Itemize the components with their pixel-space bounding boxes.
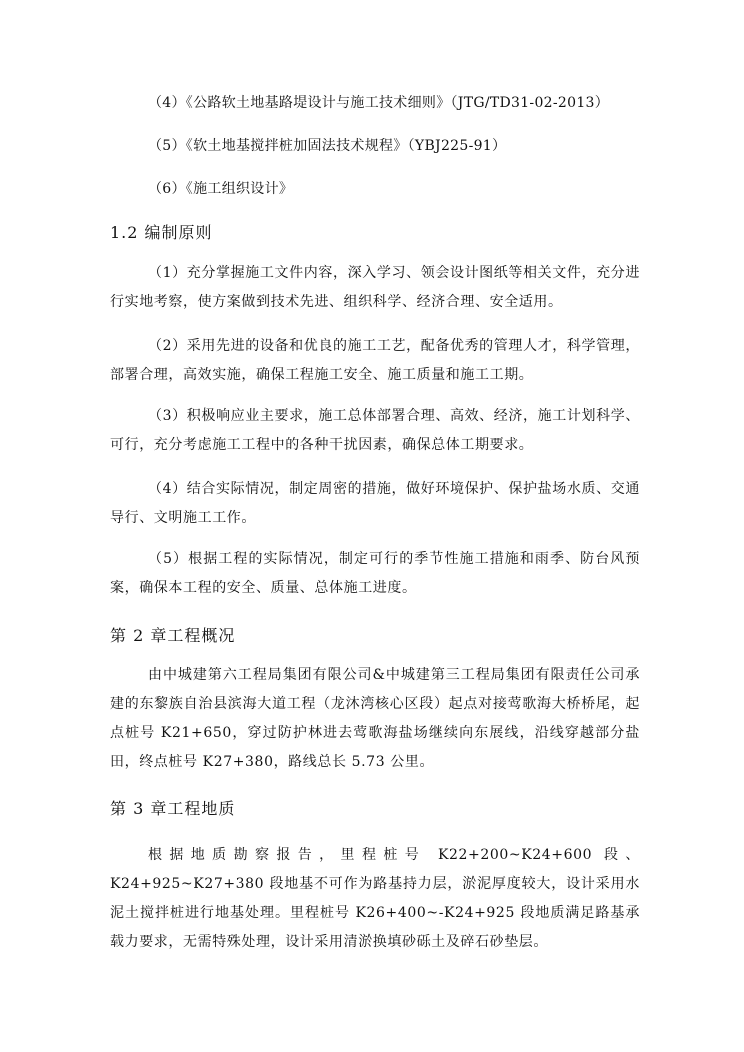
principle-paragraph-1: （1）充分掌握施工文件内容，深入学习、领会设计图纸等相关文件，充分进行实地考察，使方案做到技术先进、组织科学、经济合理、安全适用。 bbox=[110, 265, 640, 310]
chapter-3-heading: 第 3 章工程地质 bbox=[110, 799, 236, 818]
reference-item-6: （6）《施工组织设计》 bbox=[148, 181, 294, 197]
chapter-2-heading: 第 2 章工程概况 bbox=[110, 626, 236, 645]
principle-paragraph-2: （2）采用先进的设备和优良的施工工艺，配备优秀的管理人才，科学管理，部署合理，高效实施，确保工程施工安全、施工质量和施工工期。 bbox=[110, 338, 640, 383]
principle-paragraph-3: （3）积极响应业主要求，施工总体部署合理、高效、经济，施工计划科学、可行，充分考虑施工工程中的各种干扰因素，确保总体工期要求。 bbox=[110, 408, 640, 453]
principle-paragraph-5: （5）根据工程的实际情况，制定可行的季节性施工措施和雨季、防台风预案，确保本工程的安全、质量、总体施工进度。 bbox=[110, 551, 640, 596]
chapter-2-paragraph: 由中城建第六工程局集团有限公司&中城建第三工程局集团有限责任公司承建的东黎族自治县滨海大道工程（龙沐湾核心区段）起点对接莺歌海大桥桥尾，起点桩号 K21+650，穿过防护林进去莺歌海盐场继续向东展线，沿线穿越部分盐田，终点桩号 K27+380，路线总长 5.73 公里。 bbox=[110, 667, 640, 770]
reference-item-5: （5）《软土地基搅拌桩加固法技术规程》（YBJ225-91） bbox=[148, 138, 507, 154]
chapter-3-paragraph: 根据地质勘察报告，里程桩号 K22+200~K24+600 段、K24+925~K27+380 段地基不可作为路基持力层，淤泥厚度较大，设计采用水泥土搅拌桩进行地基处理。里程桩号 K26+400~-K24+925 段地质满足路基承载力要求，无需特殊处理，设计采用清淤换填砂砾土及碎石砂垫层。 bbox=[110, 847, 640, 950]
reference-item-4: （4）《公路软土地基路堤设计与施工技术细则》（JTG/TD31-02-2013） bbox=[148, 95, 610, 111]
section-heading-1-2: 1.2 编制原则 bbox=[110, 223, 213, 242]
principle-paragraph-4: （4）结合实际情况，制定周密的措施，做好环境保护、保护盐场水质、交通导行、文明施工工作。 bbox=[110, 481, 640, 526]
